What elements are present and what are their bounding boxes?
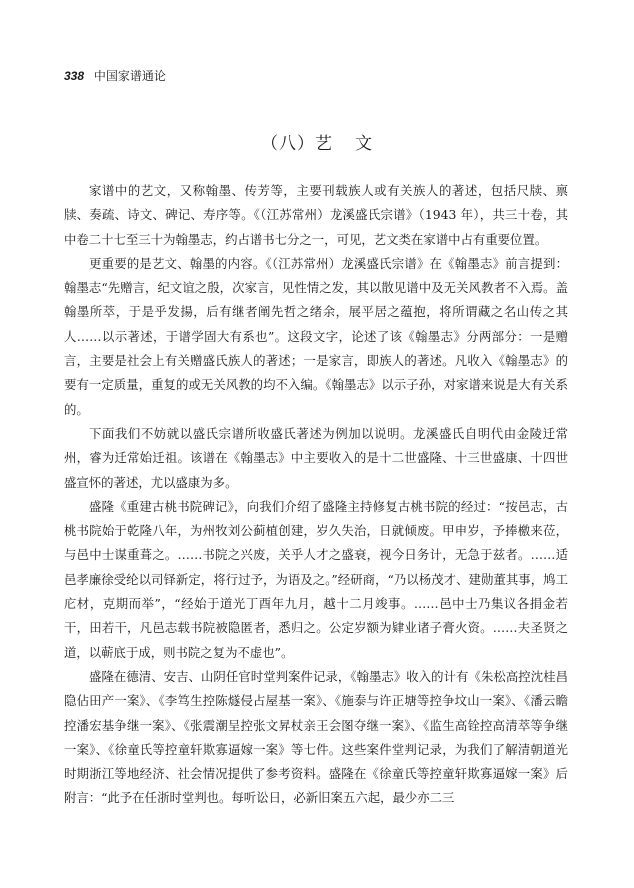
- paragraph: 家谱中的艺文，又称翰墨、传芳等，主要刊载族人或有关族人的著述，包括尺牍、禀牍、奏疏、诗文、碑记、寿序等。《（江苏常州）龙溪盛氏宗谱》（1943 年），共三十卷，其中卷二十七至三十为翰墨志，约占谱书七分之一，可见，艺文类在家谱中占有重要位置。: [64, 183, 568, 247]
- section-heading: [0, 133, 634, 155]
- page-header: [64, 68, 166, 84]
- paragraph: 盛隆《重建古桃书院碑记》，向我们介绍了盛隆主持修复古桃书院的经过：“按邑志，古桃书院始于乾隆八年，为州牧刘公蓟植创建，岁久失治，日就倾废。甲申岁，予捧檄来莅，与邑中士谋重葺之。……书院之兴废，关乎人才之盛衰，视今日务计，无急于兹者。……适邑孝廉徐受纶以司铎新定，将行过予，为语及之。”经研商，“乃以杨茂才、建勋董其事，鸠工庀材，克期而举”，“经始于道光丁酉年九月，越十二月竣事。……邑中士乃集议各捐金若干，田若干，凡邑志载书院被隐匿者，悉归之。公定岁额为肄业诸子膏火资。……夫圣贤之道，以蕲底于成，则书院之复为不虚也”。: [64, 498, 568, 660]
- paragraph: 更重要的是艺文、翰墨的内容。《（江苏常州）龙溪盛氏宗谱》在《翰墨志》前言提到：翰墨志“先赠言，纪文谊之殷，次家言，见性情之发，其以散见谱中及无关风教者不入焉。盖翰墨所萃，于是乎发揚，后有继者阐先哲之绪余，展平居之蕴抱，将所谓藏之名山传之其人……以示著述，于谱学固大有系也”。这段文字，论述了该《翰墨志》分两部分：一是赠言，主要是社会上有关赠盛氏族人的著述；一是家言，即族人的著述。凡收入《翰墨志》的要有一定质量，重复的或无关风教的均不入编。《翰墨志》以示子孙，对家谱来说是大有关系的。: [64, 255, 568, 417]
- body-text: [64, 179, 568, 811]
- running-title: 中国家谱通论: [93, 69, 166, 83]
- paragraph: 盛隆在德清、安吉、山阴任官时堂判案件记录，《翰墨志》收入的计有《朱松高控沈桂昌隐佔田产一案》、《李笃生控陈燧侵占屋基一案》、《施泰与许正塘等控争坟山一案》、《潘云瞻控潘宏基争继一案》、《张震潮呈控张文昇杖亲王会图夺继一案》、《监生高铨控高清萃等争继一案》、《徐童氏等控童轩欺寡逼嫁一案》等七件。这些案件堂判记录，为我们了解清朝道光时期浙江等地经济、社会情况提供了参考资料。盛隆在《徐童氏等控童轩欺寡逼嫁一案》后附言：“此予在任浙时堂判也。每听讼日，必新旧案五六起，最少亦二三: [64, 668, 568, 806]
- paragraph: 下面我们不妨就以盛氏宗谱所收盛氏著述为例加以说明。龙溪盛氏自明代由金陵迁常州，睿为迁常始迁祖。该谱在《翰墨志》中主要收入的是十二世盛隆、十三世盛康、十四世盛宣怀的著述，尤以盛康为多。: [64, 425, 568, 490]
- section-heading-number: （八）艺: [261, 134, 333, 154]
- page-number: 338: [64, 69, 85, 83]
- section-heading-title-end: 文: [355, 134, 373, 154]
